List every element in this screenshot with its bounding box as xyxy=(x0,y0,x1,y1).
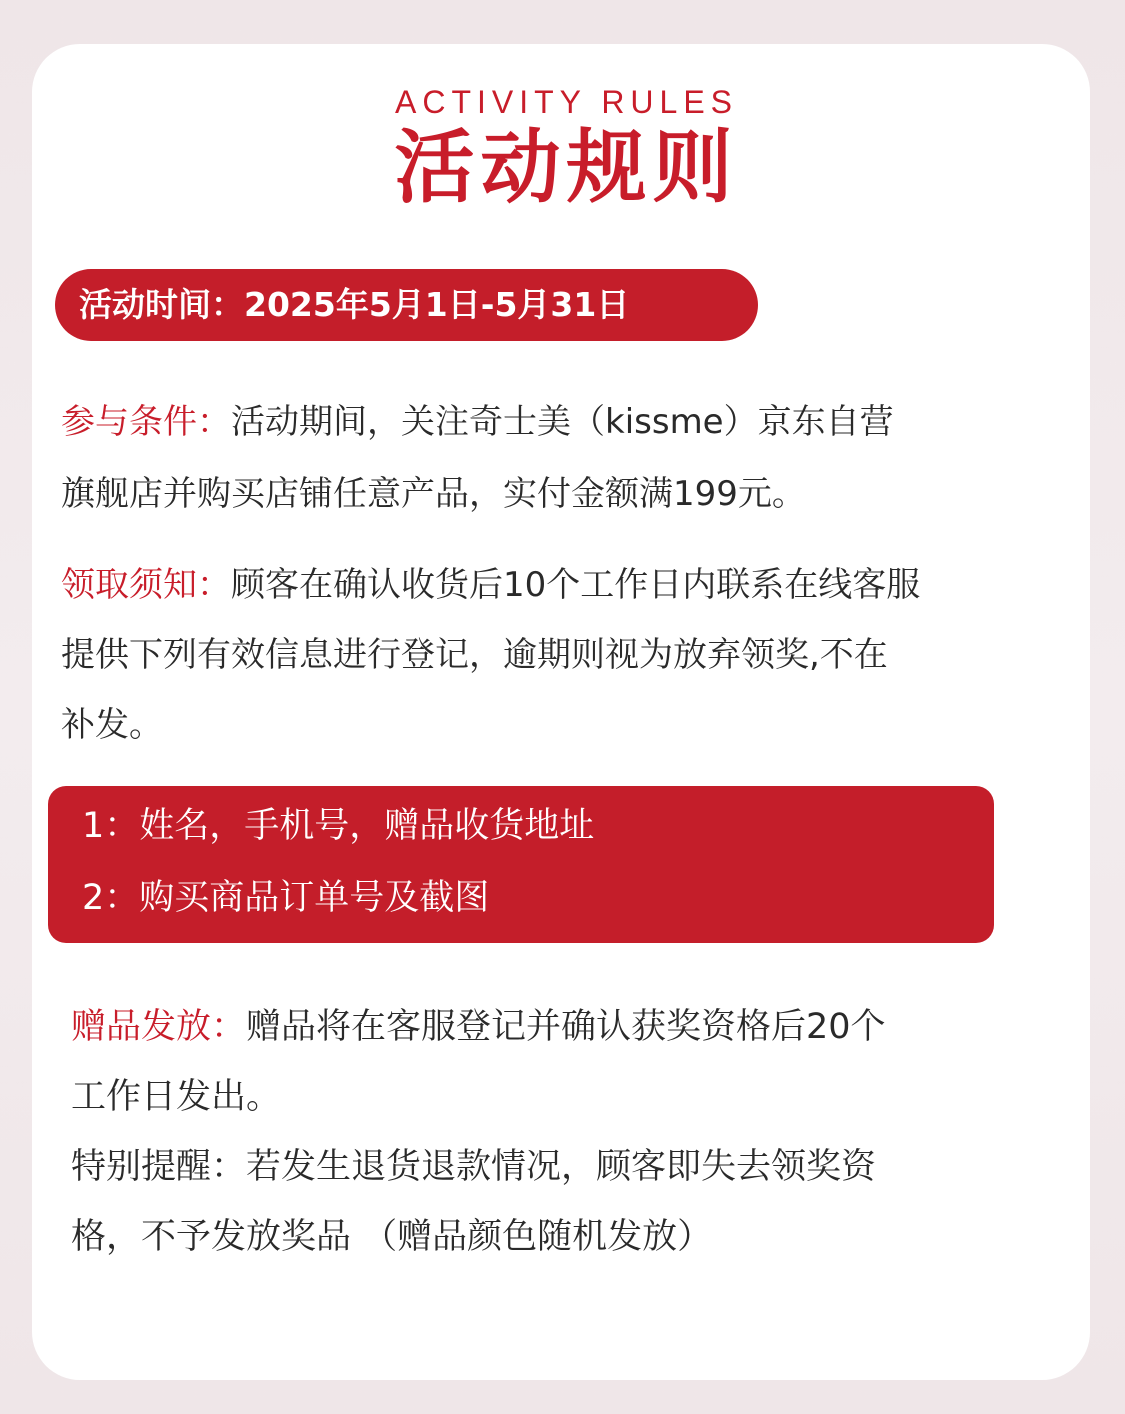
rules-title: 活动规则 xyxy=(394,121,739,214)
gift-line-1 xyxy=(71,992,886,1062)
required-info-box xyxy=(48,786,994,943)
notice-line-1 xyxy=(61,550,920,620)
condition-line-1 xyxy=(61,386,894,458)
claim-notice xyxy=(61,550,920,760)
notice-text-1: 顾客在确认收货后10个工作日内联系在线客服 xyxy=(231,565,921,605)
gift-distribution xyxy=(71,992,886,1272)
required-info-item-1: 1：姓名，手机号，赠品收货地址 xyxy=(82,806,595,846)
gift-reminder-line-2: 格，不予发放奖品 （赠品颜色随机发放） xyxy=(71,1217,713,1257)
notice-line-3: 补发。 xyxy=(61,705,163,745)
activity-time-banner: 活动时间：2025年5月1日-5月31日 xyxy=(55,269,758,341)
gift-line-2: 工作日发出。 xyxy=(71,1077,282,1117)
condition-line-2: 旗舰店并购买店铺任意产品，实付金额满199元。 xyxy=(61,474,806,514)
required-info-item-2: 2：购买商品订单号及截图 xyxy=(82,878,490,918)
condition-text-1: 活动期间，关注奇士美（kissme）京东自营 xyxy=(231,402,894,442)
notice-line-2: 提供下列有效信息进行登记，逾期则视为放弃领奖,不在 xyxy=(61,635,888,675)
gift-text-1: 赠品将在客服登记并确认获奖资格后20个 xyxy=(246,1007,886,1047)
gift-label: 赠品发放： xyxy=(71,1007,247,1047)
notice-label: 领取须知： xyxy=(61,565,231,605)
gift-reminder-line-1: 特别提醒：若发生退货退款情况，顾客即失去领奖资 xyxy=(71,1147,877,1187)
participation-conditions xyxy=(61,386,894,530)
condition-label: 参与条件： xyxy=(61,402,231,442)
rules-subtitle: ACTIVITY RULES xyxy=(394,84,739,120)
